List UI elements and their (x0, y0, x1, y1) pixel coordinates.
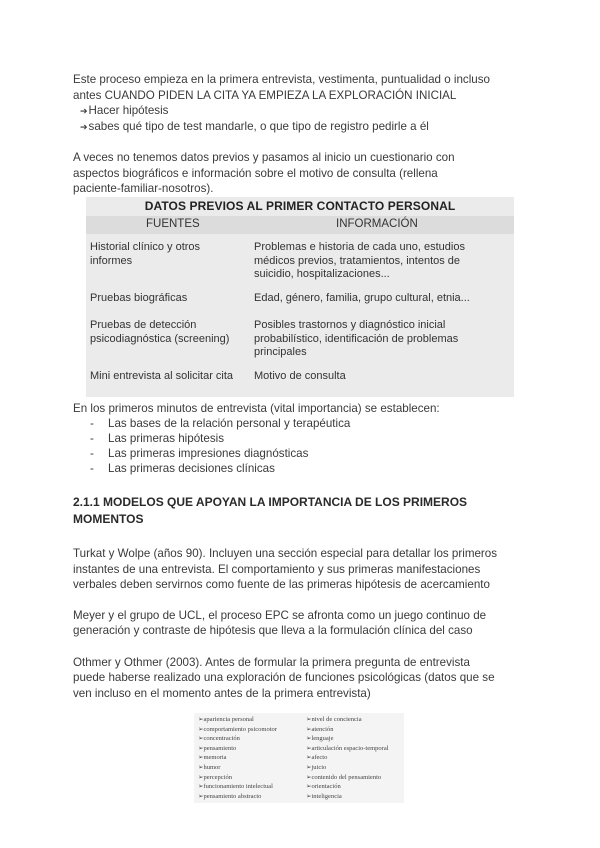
section-heading-line-2: MOMENTOS (73, 512, 144, 526)
arrow-bullet-icon: ➔ (80, 122, 88, 132)
row4-fuente: Mini entrevista al solicitar cita (90, 370, 234, 382)
header-fuentes: FUENTES (146, 218, 200, 230)
row3-fuente: Pruebas de detección psicodiagnóstica (screening) (90, 319, 230, 345)
table-header-row (86, 216, 514, 234)
previous-data-table (86, 197, 514, 397)
row1-info: Problemas e historia de cada uno, estudios médicos previos, tratamientos, intentos de suicidio, hospitalizaciones... (254, 241, 465, 280)
list-item: ➢funcionamiento intelectual (198, 783, 273, 791)
meyer-line-1: Meyer y el grupo de UCL, el proceso EPC se afronta como un juego continuo de (73, 609, 487, 622)
list-item: - Las primeras decisiones clínicas (90, 462, 275, 475)
list-item: ➢orientación (306, 783, 341, 791)
list-item: ➢articulación espacio-temporal (306, 744, 389, 752)
arrow-item-2 (80, 119, 429, 136)
row1-fuente: Historial clínico y otros informes (90, 241, 201, 267)
list-item: ➢percepción (198, 773, 232, 781)
list-item: ➢nivel de conciencia (306, 716, 362, 723)
list-item: ➢atención (306, 725, 334, 733)
list-item: ➢humor (198, 763, 221, 771)
othmer-line-2: puede haberse realizado una exploración de funciones psicológicas (datos que se (73, 671, 495, 684)
turkat-line-3: verbales deben servirnos como fuente de las primeras hipótesis de acercamiento (73, 578, 490, 591)
para2-line-1: A veces no tenemos datos previos y pasamos al inicio un cuestionario con (73, 151, 455, 164)
meyer-line-2: generación y contraste de hipótesis que lleva a la formulación clínica del caso (73, 624, 473, 637)
list-item: ➢memoria (198, 754, 227, 762)
section-heading-line-1: 2.1.1 MODELOS QUE APOYAN LA IMPORTANCIA DE LOS PRIMEROS (73, 495, 468, 509)
turkat-line-1: Turkat y Wolpe (años 90). Incluyen una sección especial para detallar los primeros (73, 547, 498, 560)
arrow-item-text: Hacer hipótesis (88, 104, 169, 117)
list-item: - Las primeras impresiones diagnósticas (90, 447, 309, 460)
list-item: ➢inteligencia (306, 792, 342, 800)
arrow-bullet-icon: ➔ (80, 106, 88, 116)
psychological-functions-list (194, 713, 404, 803)
list-item: ➢contenido del pensamiento (306, 773, 382, 781)
turkat-line-2: instantes de una entrevista. El comportamiento y sus primeras manifestaciones (73, 563, 481, 576)
list-item: ➢concentración (198, 735, 240, 743)
row3-info: Posibles trastornos y diagnóstico inicial probabilístico, identificación de problemas principales (254, 319, 459, 358)
list-item: - Las primeras hipótesis (90, 432, 224, 445)
intro-line-1: Este proceso empieza en la primera entrevista, vestimenta, puntualidad o incluso (73, 73, 490, 86)
list-item: ➢pensamiento abstracto (198, 792, 262, 800)
arrow-item-1 (80, 103, 168, 120)
othmer-line-3: ven incluso en el momento antes de la primera entrevista) (73, 687, 371, 700)
functions-right-column (306, 715, 389, 801)
first-minutes-intro: En los primeros minutos de entrevista (vital importancia) se establecen: (73, 402, 440, 415)
list-item: ➢comportamiento psicomotor (198, 725, 277, 733)
intro-line-2: antes CUANDO PIDEN LA CITA YA EMPIEZA LA EXPLORACIÓN INICIAL (73, 89, 457, 102)
list-item: ➢juicio (306, 763, 327, 771)
row4-info: Motivo de consulta (254, 370, 346, 382)
list-item: ➢lenguaje (306, 735, 334, 743)
list-item: ➢pensamiento (198, 744, 237, 752)
list-item: ➢afecto (306, 754, 328, 762)
para2-line-3: paciente-familiar-nosotros). (73, 182, 214, 195)
para2-line-2: aspectos biográficos e información sobre el motivo de consulta (rellena (73, 167, 438, 180)
row2-info: Edad, género, familia, grupo cultural, etnia... (254, 292, 470, 304)
header-informacion: INFORMACIÓN (336, 218, 418, 230)
arrow-item-text: sabes qué tipo de test mandarle, o que tipo de registro pedirle a él (88, 120, 429, 133)
functions-left-column (198, 715, 277, 801)
list-item: ➢apariencia personal (198, 716, 254, 723)
row2-fuente: Pruebas biográficas (90, 292, 188, 304)
othmer-line-1: Othmer y Othmer (2003). Antes de formular la primera pregunta de entrevista (73, 656, 470, 669)
list-item: - Las bases de la relación personal y terapéutica (90, 417, 351, 430)
table-title: DATOS PREVIOS AL PRIMER CONTACTO PERSONAL (144, 199, 456, 213)
